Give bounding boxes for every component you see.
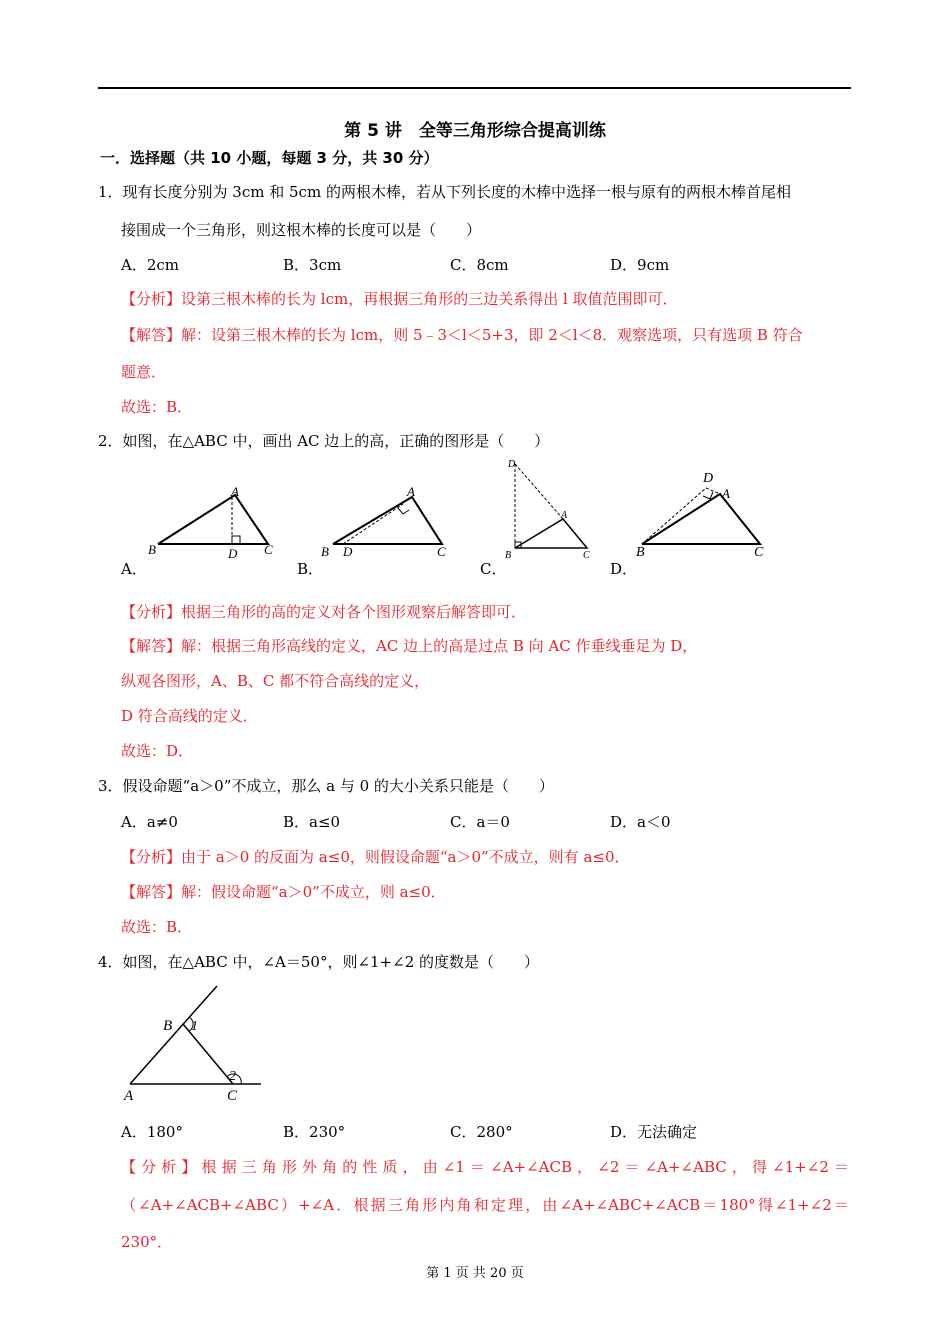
q3-option-a: A．a≠0 xyxy=(121,813,178,831)
q1-answer-cont: 题意． xyxy=(121,363,167,381)
header-rule xyxy=(98,87,851,89)
page-footer: 第 1 页 共 20 页 xyxy=(426,1266,524,1281)
q2-figure-a xyxy=(140,478,290,568)
label-a: A xyxy=(722,486,730,501)
label-d: D xyxy=(228,546,238,561)
label-a: A xyxy=(561,510,568,521)
q2-figure-c xyxy=(495,456,605,568)
triangle-a xyxy=(158,495,268,544)
page-title: 第 5 讲 全等三角形综合提高训练 xyxy=(344,121,606,141)
label-a: A xyxy=(407,484,415,499)
triangle-c xyxy=(515,519,587,548)
analysis-tag: 【分析】 xyxy=(121,603,182,621)
q2-option-c: C． xyxy=(480,560,507,578)
label-2: 2 xyxy=(229,1069,236,1084)
q1-analysis xyxy=(121,288,678,309)
q4-stem: 4．如图，在△ABC 中，∠A＝50°，则∠1+∠2 的度数是（ ） xyxy=(98,953,540,971)
section-heading: 一．选择题（共 10 小题，每题 3 分，共 30 分） xyxy=(100,149,439,167)
side-ab xyxy=(130,986,217,1084)
q2-option-b: B． xyxy=(297,560,324,578)
height-line-d xyxy=(642,488,706,544)
q4-analysis xyxy=(121,1156,849,1177)
label-c: C xyxy=(754,545,764,560)
right-angle-d xyxy=(703,492,713,499)
q1-option-d: D．9cm xyxy=(610,256,670,274)
q2-answer-line2: 纵观各图形，A、B、C 都不符合高线的定义， xyxy=(121,672,430,690)
label-c: C xyxy=(437,544,446,559)
q1-option-a: A．2cm xyxy=(121,256,180,274)
q3-option-d: D．a＜0 xyxy=(610,813,671,831)
answer-tag: 【解答】 xyxy=(121,326,182,344)
right-angle-a xyxy=(232,536,240,544)
analysis-text: 根据三角形的高的定义对各个图形观察后解答即可． xyxy=(181,603,527,621)
answer-tag: 【解答】 xyxy=(121,637,182,655)
analysis-tag: 【分析】 xyxy=(121,290,182,308)
q2-option-a: A． xyxy=(121,560,147,578)
label-c: C xyxy=(264,542,273,557)
answer-text: 解：根据三角形高线的定义，AC 边上的高是过点 B 向 AC 作垂线垂足为 D， xyxy=(181,637,698,655)
right-angle-b xyxy=(398,508,409,514)
q1-option-b: B．3cm xyxy=(283,256,342,274)
label-b: B xyxy=(505,550,512,561)
label-c: C xyxy=(227,1088,238,1104)
q2-figure-d xyxy=(630,466,780,568)
height-line-b xyxy=(343,504,403,544)
label-c: C xyxy=(583,550,590,561)
q2-option-d: D． xyxy=(610,560,638,578)
analysis-tag: 【分析】 xyxy=(121,848,182,866)
q4-option-b: B．230° xyxy=(283,1123,346,1141)
extension-line-c xyxy=(515,464,563,519)
answer-tag: 【解答】 xyxy=(121,883,182,901)
q4-analysis-line2: （∠A+∠ACB+∠ABC）+∠A．根据三角形内角和定理，由∠A+∠ABC+∠ACB＝180°得∠1+∠2＝ xyxy=(121,1196,849,1214)
analysis-text: 由于 a＞0 的反面为 a≤0，则假设命题“a＞0”不成立，则有 a≤0． xyxy=(181,848,630,866)
label-d: D xyxy=(703,471,714,486)
q4-option-a: A．180° xyxy=(121,1123,183,1141)
analysis-text: 设第三根木棒的长为 lcm，再根据三角形的三边关系得出 l 取值范围即可． xyxy=(181,290,678,308)
q2-answer-line3: D 符合高线的定义． xyxy=(121,707,258,725)
q2-stem: 2．如图，在△ABC 中，画出 AC 边上的高，正确的图形是（ ） xyxy=(98,432,550,450)
label-b: B xyxy=(163,1018,173,1034)
q3-option-b: B．a≤0 xyxy=(283,813,341,831)
q1-choice: 故选：B． xyxy=(121,398,193,416)
analysis-text: 根据三角形外角的性质，由∠1＝∠A+∠ACB，∠2＝∠A+∠ABC，得∠1+∠2＝ xyxy=(201,1158,849,1176)
analysis-tag: 【分析】 xyxy=(121,1158,202,1176)
label-b: B xyxy=(636,545,645,560)
q4-figure xyxy=(115,982,275,1104)
label-a: A xyxy=(231,484,239,499)
answer-text: 解：假设命题“a＞0”不成立，则 a≤0． xyxy=(181,883,446,901)
q1-stem-line2: 接围成一个三角形，则这根木棒的长度可以是（ ） xyxy=(121,221,482,239)
q2-choice: 故选：D． xyxy=(121,742,194,760)
q2-analysis xyxy=(121,601,526,622)
q1-stem-line1: 1．现有长度分别为 3cm 和 5cm 的两根木棒，若从下列长度的木棒中选择一根与原有的两根木棒首尾相 xyxy=(98,183,791,201)
q2-figure-b xyxy=(315,478,465,568)
label-b: B xyxy=(148,542,156,557)
q3-choice: 故选：B． xyxy=(121,918,193,936)
q2-answer xyxy=(121,635,697,656)
q3-stem: 3．假设命题“a＞0”不成立，那么 a 与 0 的大小关系只能是（ ） xyxy=(98,777,554,795)
label-a: A xyxy=(124,1088,134,1104)
q4-analysis-line3: 230°． xyxy=(121,1233,173,1251)
label-1: 1 xyxy=(191,1019,198,1034)
q1-answer xyxy=(121,324,803,345)
q4-option-c: C．280° xyxy=(450,1123,513,1141)
answer-text: 解：设第三根木棒的长为 lcm，则 5﹣3＜l＜5+3，即 2＜l＜8．观察选项，只有选项 B 符合 xyxy=(181,326,803,344)
label-d: D xyxy=(508,459,516,470)
triangle-b xyxy=(333,497,442,544)
q1-option-c: C．8cm xyxy=(450,256,509,274)
q3-analysis xyxy=(121,846,630,867)
q3-answer xyxy=(121,881,446,902)
q4-option-d: D．无法确定 xyxy=(610,1123,698,1141)
label-b: B xyxy=(321,544,329,559)
triangle-d xyxy=(642,494,760,544)
q3-option-c: C．a＝0 xyxy=(450,813,510,831)
label-d: D xyxy=(343,544,353,559)
